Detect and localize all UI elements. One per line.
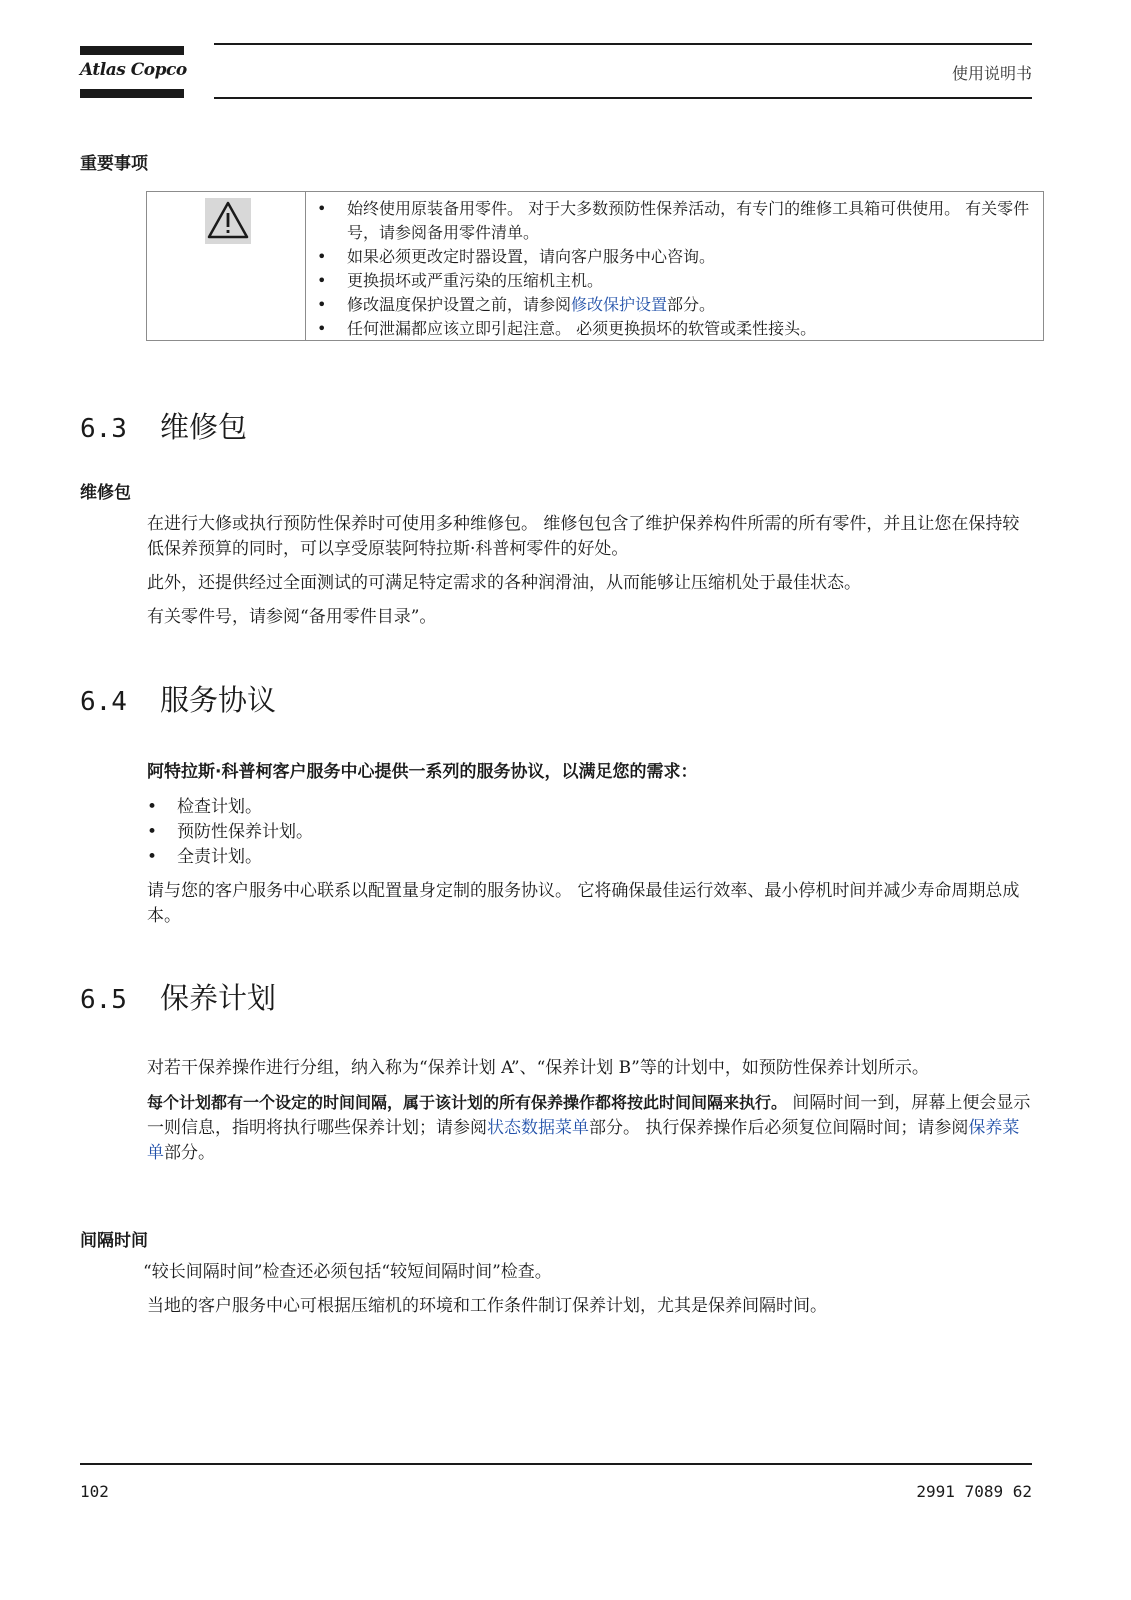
text: 部分。 xyxy=(164,1143,215,1163)
header-rule-bottom xyxy=(214,97,1032,99)
warning-item: • 更换损坏或严重污染的压缩机主机。 xyxy=(317,269,1031,293)
warning-box-divider xyxy=(305,192,306,340)
paragraph: 当地的客户服务中心可根据压缩机的环境和工作条件制订保养计划，尤其是保养间隔时间。 xyxy=(147,1296,827,1316)
section-6-3-title xyxy=(80,405,247,446)
warning-item xyxy=(317,293,1031,317)
section-title: 服务协议 xyxy=(160,683,277,717)
document-type: 使用说明书 xyxy=(951,64,1032,83)
important-heading: 重要事项 xyxy=(80,154,148,174)
paragraph xyxy=(147,1090,1031,1166)
section-6-5-title xyxy=(80,976,276,1017)
warning-item: • 任何泄漏都应该立即引起注意。 必须更换损坏的软管或柔性接头。 xyxy=(317,317,1031,341)
status-data-menu-link[interactable]: 状态数据菜单 xyxy=(487,1118,589,1138)
section-6-3-body xyxy=(147,512,1031,630)
logo-bar-bottom xyxy=(80,89,184,98)
section-6-4-title xyxy=(80,678,276,719)
service-kits-subheading: 维修包 xyxy=(80,483,131,503)
list-item: • 全责计划。 xyxy=(147,845,1031,870)
section-title: 维修包 xyxy=(160,410,248,444)
warning-triangle-icon xyxy=(205,198,251,244)
section-number: 6.4 xyxy=(80,687,127,717)
paragraph: 此外，还提供经过全面测试的可满足特定需求的各种润滑油，从而能够让压缩机处于最佳状态。 xyxy=(147,573,861,593)
modify-protection-settings-link[interactable]: 修改保护设置 xyxy=(571,295,668,314)
warning-item: • 如果必须更改定时器设置，请向客户服务中心咨询。 xyxy=(317,245,1031,269)
warning-box xyxy=(146,191,1044,341)
document-number: 2991 7089 62 xyxy=(916,1482,1032,1501)
list-item: • 检查计划。 xyxy=(147,795,1031,820)
text: 间隔时间一到，屏幕上便会显示一则信息，指明将执行哪些保养计划；请参阅 xyxy=(147,1093,1031,1138)
paragraph: “较长间隔时间”检查还必须包括“较短间隔时间”检查。 xyxy=(143,1262,552,1282)
list-item: • 预防性保养计划。 xyxy=(147,820,1031,845)
paragraph: 有关零件号，请参阅“备用零件目录”。 xyxy=(147,607,437,627)
paragraph: 在进行大修或执行预防性保养时可使用多种维修包。 维修包包含了维护保养构件所需的所有零件，并且让您在保持较低保养预算的同时，可以享受原装阿特拉斯·科普柯零件的好处。 xyxy=(147,514,1020,559)
section-title: 保养计划 xyxy=(160,981,277,1015)
warning-item: • 始终使用原装备用零件。 对于大多数预防性保养活动，有专门的维修工具箱可供使用。 有关零件号，请参阅备用零件清单。 xyxy=(317,197,1031,245)
warning-list xyxy=(317,197,1031,341)
intervals-body xyxy=(143,1260,1031,1319)
section-number: 6.3 xyxy=(80,414,127,444)
section-6-5-body xyxy=(147,1056,1031,1166)
intervals-subheading: 间隔时间 xyxy=(80,1231,148,1251)
paragraph: 对若干保养操作进行分组，纳入称为“保养计划 A”、“保养计划 B”等的计划中，如预防性保养计划所示。 xyxy=(147,1058,929,1078)
header-rule-top xyxy=(214,43,1032,45)
section-number: 6.5 xyxy=(80,985,127,1015)
warning-item-text: 修改温度保护设置之前，请参阅 xyxy=(347,295,572,314)
logo-wordmark: Atlas Copco xyxy=(80,60,187,80)
text: 部分。 执行保养操作后必须复位间隔时间；请参阅 xyxy=(589,1118,969,1138)
section-6-4-body xyxy=(147,760,1031,929)
page-number: 102 xyxy=(80,1482,109,1501)
service-plans-list xyxy=(147,795,1031,870)
logo-bar-top xyxy=(80,46,184,55)
warning-item-text: 部分。 xyxy=(667,295,716,314)
service-menu-link[interactable]: 保养菜单 xyxy=(147,1118,1020,1163)
footer-rule xyxy=(80,1463,1032,1465)
atlas-copco-logo xyxy=(80,46,187,98)
paragraph: 请与您的客户服务中心联系以配置量身定制的服务协议。 它将确保最佳运行效率、最小停机时间并减少寿命周期总成本。 xyxy=(147,881,1020,926)
bold-text: 每个计划都有一个设定的时间间隔，属于该计划的所有保养操作都将按此时间间隔来执行。 xyxy=(147,1093,788,1112)
service-agreements-intro: 阿特拉斯·科普柯客户服务中心提供一系列的服务协议，以满足您的需求： xyxy=(147,762,698,782)
